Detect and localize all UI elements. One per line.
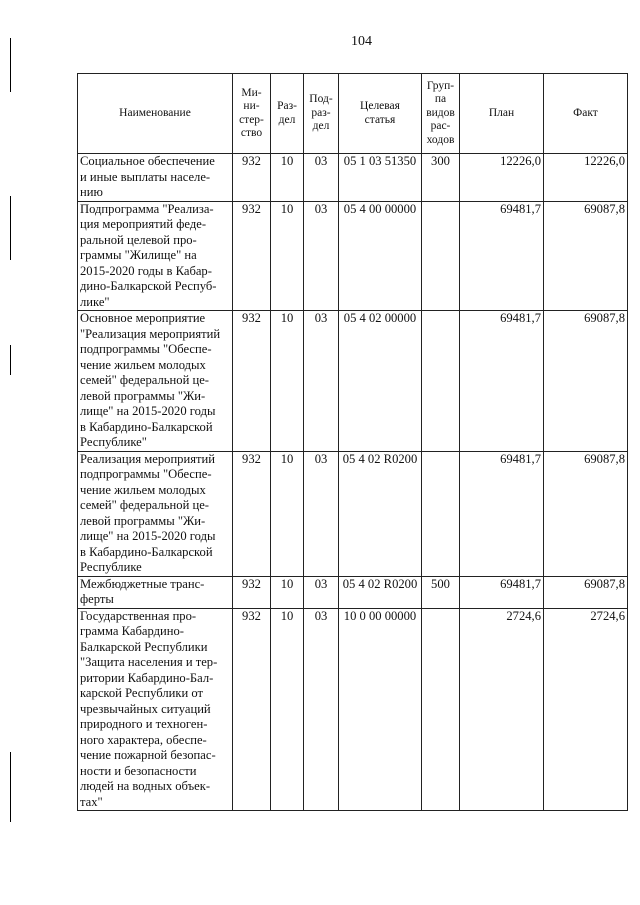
cell-fact: 2724,6 (544, 608, 628, 811)
cell-ministry: 932 (233, 201, 271, 311)
scan-mark (10, 752, 11, 822)
header-fact: Факт (544, 74, 628, 154)
cell-ministry: 932 (233, 311, 271, 452)
cell-section: 10 (271, 154, 304, 202)
cell-plan: 12226,0 (460, 154, 544, 202)
cell-section: 10 (271, 311, 304, 452)
cell-ministry: 932 (233, 451, 271, 576)
cell-expense-group (422, 201, 460, 311)
cell-name: Социальное обеспечение и иные выплаты населе- нию (78, 154, 233, 202)
table-row (78, 201, 628, 311)
cell-target: 05 4 02 00000 (339, 311, 422, 452)
header-ministry: Ми- ни- стер- ство (233, 74, 271, 154)
cell-plan: 69481,7 (460, 201, 544, 311)
scan-mark (10, 345, 11, 375)
cell-target: 05 1 03 51350 (339, 154, 422, 202)
header-name: Наименование (78, 74, 233, 154)
scan-mark (10, 196, 11, 260)
cell-section: 10 (271, 451, 304, 576)
header-subsection: Под- раз- дел (304, 74, 339, 154)
cell-ministry: 932 (233, 154, 271, 202)
cell-fact: 69087,8 (544, 201, 628, 311)
cell-subsection: 03 (304, 201, 339, 311)
cell-subsection: 03 (304, 608, 339, 811)
cell-expense-group: 300 (422, 154, 460, 202)
table-header-row (78, 74, 628, 154)
budget-table (77, 73, 628, 811)
cell-name: Подпрограмма "Реализа- ция мероприятий феде- ральной целевой про- граммы "Жилище" на 2015-2020 годы в Кабар- дино-Балкарской Респуб- лике" (78, 201, 233, 311)
cell-plan: 2724,6 (460, 608, 544, 811)
cell-target: 05 4 02 R0200 (339, 576, 422, 608)
cell-subsection: 03 (304, 576, 339, 608)
cell-subsection: 03 (304, 451, 339, 576)
table-row (78, 608, 628, 811)
page-number: 104 (351, 34, 372, 49)
table-row (78, 154, 628, 202)
cell-plan: 69481,7 (460, 451, 544, 576)
cell-ministry: 932 (233, 576, 271, 608)
header-section: Раз- дел (271, 74, 304, 154)
cell-target: 05 4 00 00000 (339, 201, 422, 311)
cell-fact: 69087,8 (544, 576, 628, 608)
cell-expense-group (422, 451, 460, 576)
cell-target: 10 0 00 00000 (339, 608, 422, 811)
cell-section: 10 (271, 608, 304, 811)
cell-name: Реализация мероприятий подпрограммы "Обеспе- чение жильем молодых семей" федеральной це- левой программы "Жи- лище" на 2015-2020 годы в Кабардино-Балкарской Республике (78, 451, 233, 576)
cell-fact: 12226,0 (544, 154, 628, 202)
cell-section: 10 (271, 201, 304, 311)
cell-fact: 69087,8 (544, 311, 628, 452)
cell-plan: 69481,7 (460, 311, 544, 452)
scan-mark (10, 38, 11, 92)
cell-expense-group (422, 608, 460, 811)
cell-target: 05 4 02 R0200 (339, 451, 422, 576)
cell-subsection: 03 (304, 311, 339, 452)
table-row (78, 311, 628, 452)
cell-name: Основное мероприятие "Реализация мероприятий подпрограммы "Обеспе- чение жильем молодых семей" федеральной це- левой программы "Жи- лище" на 2015-2020 годы в Кабардино-Балкарской Республике" (78, 311, 233, 452)
cell-name: Межбюджетные транс- ферты (78, 576, 233, 608)
table-row (78, 576, 628, 608)
cell-plan: 69481,7 (460, 576, 544, 608)
cell-expense-group (422, 311, 460, 452)
cell-section: 10 (271, 576, 304, 608)
cell-expense-group: 500 (422, 576, 460, 608)
table-row (78, 451, 628, 576)
header-plan: План (460, 74, 544, 154)
cell-name: Государственная про- грамма Кабардино- Балкарской Республики "Защита населения и тер- ритории Кабардино-Бал- карской Республики от чрезвычайных ситуаций природного и техноген- ного характера, обеспе- чение пожарной безопас- ности и безопасности людей на водных объек- тах" (78, 608, 233, 811)
cell-ministry: 932 (233, 608, 271, 811)
cell-subsection: 03 (304, 154, 339, 202)
header-expense-group: Груп- па видов рас- ходов (422, 74, 460, 154)
cell-fact: 69087,8 (544, 451, 628, 576)
header-target: Целевая статья (339, 74, 422, 154)
